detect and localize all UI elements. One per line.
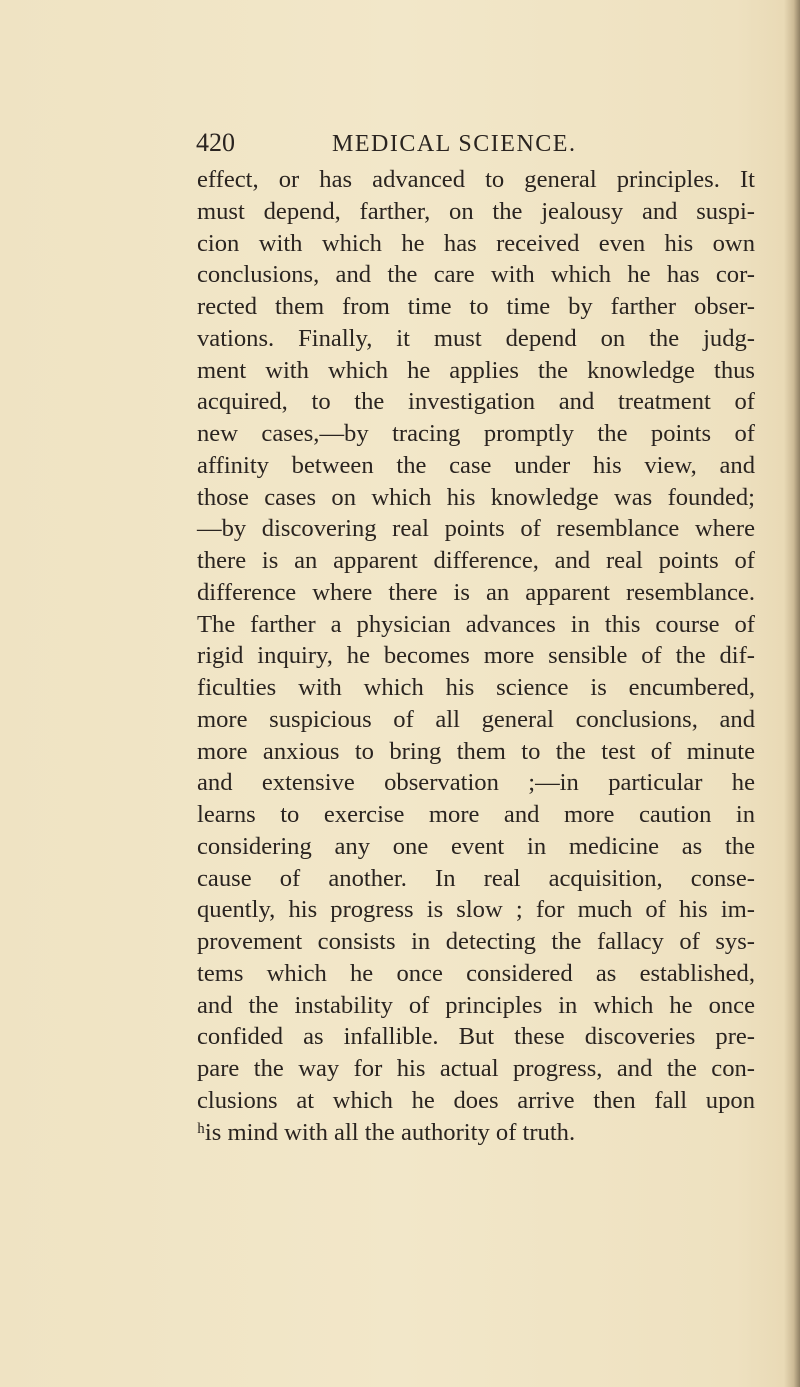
text-line: quently, his progress is slow ; for much of his im- bbox=[197, 896, 755, 924]
text-line: there is an apparent difference, and real points of bbox=[197, 547, 755, 574]
text-line: new cases,—by tracing promptly the points of bbox=[197, 420, 755, 447]
text-line: ficulties with which his science is encumbered, bbox=[197, 674, 755, 701]
page-header bbox=[0, 128, 800, 168]
body-paragraph bbox=[197, 164, 797, 1148]
text-line: conclusions, and the care with which he has cor- bbox=[197, 261, 755, 289]
text-line: The farther a physician advances in this course of bbox=[197, 610, 755, 638]
text-line: clusions at which he does arrive then fall upon bbox=[197, 1086, 755, 1114]
text-line: provement consists in detecting the fallacy of sys- bbox=[197, 928, 755, 955]
text-line-last: ʰis mind with all the authority of truth. bbox=[197, 1118, 576, 1146]
text-line: more anxious to bring them to the test of minute bbox=[197, 737, 755, 765]
text-line: —by discovering real points of resemblance where bbox=[197, 515, 755, 543]
text-line: pare the way for his actual progress, and the con- bbox=[197, 1055, 755, 1082]
text-line: learns to exercise more and more caution in bbox=[197, 801, 755, 828]
text-line: more suspicious of all general conclusions, and bbox=[197, 705, 755, 733]
text-line: must depend, farther, on the jealousy and suspi- bbox=[197, 197, 755, 225]
text-line: ment with which he applies the knowledge thus bbox=[197, 356, 755, 384]
text-line: difference where there is an apparent resemblance. bbox=[197, 578, 755, 606]
text-line: considering any one event in medicine as the bbox=[197, 832, 755, 860]
text-line: vations. Finally, it must depend on the judg- bbox=[197, 324, 755, 352]
text-line: confided as infallible. But these discoveries pre- bbox=[197, 1023, 755, 1051]
text-line: and the instability of principles in which he once bbox=[197, 991, 755, 1019]
text-line: acquired, to the investigation and treatment of bbox=[197, 388, 755, 416]
text-line: cause of another. In real acquisition, conse- bbox=[197, 864, 755, 892]
text-line: tems which he once considered as established, bbox=[197, 959, 755, 987]
text-line: cion with which he has received even his own bbox=[197, 229, 755, 257]
text-line: and extensive observation ;—in particular he bbox=[197, 769, 755, 797]
text-line: those cases on which his knowledge was founded; bbox=[197, 483, 755, 511]
page-number: 420 bbox=[196, 128, 235, 157]
text-line: rected them from time to time by farther obser- bbox=[197, 293, 755, 320]
text-line: effect, or has advanced to general principles. It bbox=[197, 166, 755, 193]
running-title: MEDICAL SCIENCE. bbox=[332, 131, 577, 157]
text-line: rigid inquiry, he becomes more sensible of the dif- bbox=[197, 642, 755, 670]
text-line: affinity between the case under his view, and bbox=[197, 451, 755, 479]
